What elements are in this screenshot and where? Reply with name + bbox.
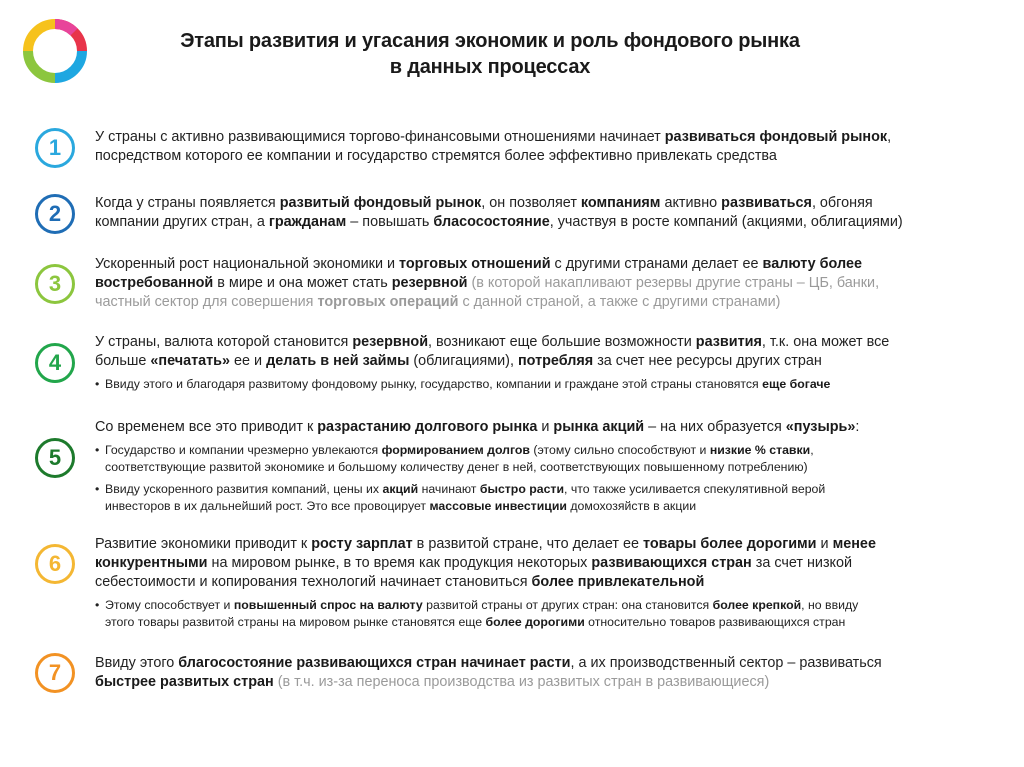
text-segment: компании других стран, а [95, 214, 269, 230]
emphasis-text: резервной [352, 334, 429, 350]
emphasis-text: формированием долгов [381, 443, 530, 457]
text-segment: Когда у страны появляется [95, 195, 280, 211]
text-segment: за счет нее ресурсы других стран [593, 353, 822, 369]
text-segment: инвесторов в их дальнейший рост. Это все провоцирует [105, 499, 430, 513]
text-segment: Государство и компании чрезмерно увлекаются [105, 443, 382, 457]
emphasis-text: торговых операций [317, 294, 459, 310]
emphasis-text: разрастанию долгового рынка [317, 419, 538, 435]
text-segment: Ввиду этого и благодаря развитому фондовому рынку, государство, компании и граждане этой страны становятся [105, 377, 763, 391]
text-segment: (облигациями), [409, 353, 518, 369]
text-segment: Развитие экономики приводит к [95, 536, 312, 552]
text-line [95, 554, 995, 573]
step-text [95, 255, 995, 312]
text-segment: , обгоняя [811, 195, 873, 211]
cycle-arrows-logo-icon [22, 18, 88, 84]
text-segment: и [537, 419, 554, 435]
step-text [95, 418, 995, 515]
step-number-circle: 5 [35, 438, 75, 478]
text-segment: Со временем все это приводит к [95, 419, 318, 435]
text-segment: , возникают еще большие возможности [428, 334, 696, 350]
step-number-circle: 4 [35, 343, 75, 383]
emphasis-text: развиваться фондовый рынок [664, 129, 888, 145]
text-segment: , участвуя в росте компаний (акциями, облигациями) [549, 214, 903, 230]
text-segment: в мире и она может стать [213, 275, 392, 291]
title-line-2: в данных процессах [389, 56, 591, 78]
text-segment: за счет низкой [751, 555, 853, 571]
text-line [95, 274, 995, 293]
emphasis-text: быстрее развитых стран [95, 674, 274, 690]
emphasis-text: развитый фондовый рынок [279, 195, 482, 211]
emphasis-text: товары более дорогими [643, 536, 817, 552]
step-text [95, 128, 995, 166]
emphasis-text: востребованной [95, 275, 214, 291]
text-segment: ее и [230, 353, 267, 369]
text-line [95, 418, 995, 437]
text-segment: , а их производственный сектор – развиваться [570, 655, 882, 671]
step-text [95, 194, 995, 232]
text-line [95, 194, 995, 213]
text-segment: этого товары развитой страны на мировом рынке становятся еще [105, 615, 486, 629]
emphasis-text: более крепкой [712, 598, 802, 612]
text-line [95, 333, 995, 352]
text-segment: (в т.ч. из-за переноса производства из развитых стран в развивающиеся) [273, 674, 770, 690]
text-segment: активно [660, 195, 722, 211]
bullet-line [95, 442, 995, 459]
emphasis-text: массовые инвестиции [429, 499, 567, 513]
step-text [95, 654, 995, 692]
text-segment: Ввиду этого [95, 655, 179, 671]
emphasis-text: гражданам [268, 214, 347, 230]
emphasis-text: развития [695, 334, 762, 350]
text-line [95, 147, 995, 166]
step-number-circle: 6 [35, 544, 75, 584]
emphasis-text: более привлекательной [531, 574, 705, 590]
text-segment: (этому сильно способствуют и [530, 443, 710, 457]
text-segment: соответствующие развитой экономике и большому количеству денег в ней, соответствующих повышенному потреблению) [105, 460, 808, 474]
text-segment: посредством которого ее компании и государство стремятся более эффективно привлекать средства [95, 148, 777, 164]
bullet-line [95, 614, 995, 631]
emphasis-text: компаниям [580, 195, 661, 211]
page-title [110, 28, 870, 80]
bullet-line [95, 459, 995, 476]
bullet-line [95, 376, 995, 393]
emphasis-text: менее [832, 536, 876, 552]
text-segment: , что также усиливается спекулятивной верой [564, 482, 826, 496]
step-number-circle: 2 [35, 194, 75, 234]
text-segment: , [810, 443, 814, 457]
emphasis-text: акций [382, 482, 419, 496]
emphasis-text: «печатать» [150, 353, 231, 369]
emphasis-text: «пузырь» [785, 419, 856, 435]
text-segment: в развитой стране, что делает ее [412, 536, 644, 552]
text-line [95, 255, 995, 274]
emphasis-text: повышенный спрос на валюту [233, 598, 423, 612]
text-segment: начинают [418, 482, 480, 496]
text-segment: на мировом рынке, в то время как продукция некоторых [207, 555, 592, 571]
text-segment: , но ввиду [801, 598, 859, 612]
text-segment: (в которой накапливают резервы другие страны – ЦБ, банки, [467, 275, 880, 291]
emphasis-text: потребляя [517, 353, 594, 369]
text-segment: У страны, валюта которой становится [95, 334, 353, 350]
text-segment: Ускоренный рост национальной экономики и [95, 256, 400, 272]
emphasis-text: валюту более [762, 256, 862, 272]
text-segment: : [855, 419, 860, 435]
text-line [95, 673, 995, 692]
step-number-circle: 3 [35, 264, 75, 304]
emphasis-text: росту зарплат [311, 536, 413, 552]
step-number-circle: 1 [35, 128, 75, 168]
emphasis-text: быстро расти [479, 482, 565, 496]
text-line [95, 535, 995, 554]
text-line [95, 573, 995, 592]
emphasis-text: еще богаче [762, 377, 831, 391]
emphasis-text: развиваться [721, 195, 812, 211]
text-line [95, 293, 995, 312]
text-segment: относительно товаров развивающихся стран [584, 615, 846, 629]
bullet-line [95, 498, 995, 515]
text-segment: Ввиду ускоренного развития компаний, цены их [105, 482, 383, 496]
text-segment: развитой страны от других стран: она становится [422, 598, 713, 612]
bullet-line [95, 481, 995, 498]
emphasis-text: конкурентными [95, 555, 208, 571]
text-line [95, 128, 995, 147]
title-line-1: Этапы развития и угасания экономик и роль фондового рынка [180, 30, 800, 52]
text-line [95, 654, 995, 673]
text-segment: – на них образуется [644, 419, 786, 435]
emphasis-text: более дорогими [485, 615, 585, 629]
emphasis-text: бласосостояние [433, 214, 550, 230]
emphasis-text: развивающихся стран [591, 555, 752, 571]
text-segment: себестоимости и копирования технологий начинает становиться [95, 574, 532, 590]
emphasis-text: низкие % ставки [709, 443, 811, 457]
text-line [95, 352, 995, 371]
text-segment: домохозяйств в акции [566, 499, 697, 513]
emphasis-text: торговых отношений [399, 256, 551, 272]
bullet-line [95, 597, 995, 614]
text-segment: больше [95, 353, 151, 369]
text-segment: , [887, 129, 892, 145]
emphasis-text: благосостояние развивающихся стран начинает расти [178, 655, 571, 671]
text-segment: Этому способствует и [105, 598, 234, 612]
text-segment: и [816, 536, 833, 552]
text-segment: с данной страной, а также с другими странами) [458, 294, 781, 310]
text-segment: с другими странами делает ее [550, 256, 763, 272]
text-segment: , он позволяет [481, 195, 581, 211]
text-line [95, 213, 995, 232]
text-segment: , т.к. она может все [761, 334, 890, 350]
text-segment: частный сектор для совершения [95, 294, 318, 310]
emphasis-text: резервной [391, 275, 468, 291]
text-segment: У страны с активно развивающимися торгово-финансовыми отношениями начинает [95, 129, 665, 145]
step-number-circle: 7 [35, 653, 75, 693]
step-text [95, 333, 995, 393]
step-text [95, 535, 995, 631]
emphasis-text: рынка акций [553, 419, 645, 435]
text-segment: – повышать [346, 214, 434, 230]
emphasis-text: делать в ней займы [266, 353, 410, 369]
